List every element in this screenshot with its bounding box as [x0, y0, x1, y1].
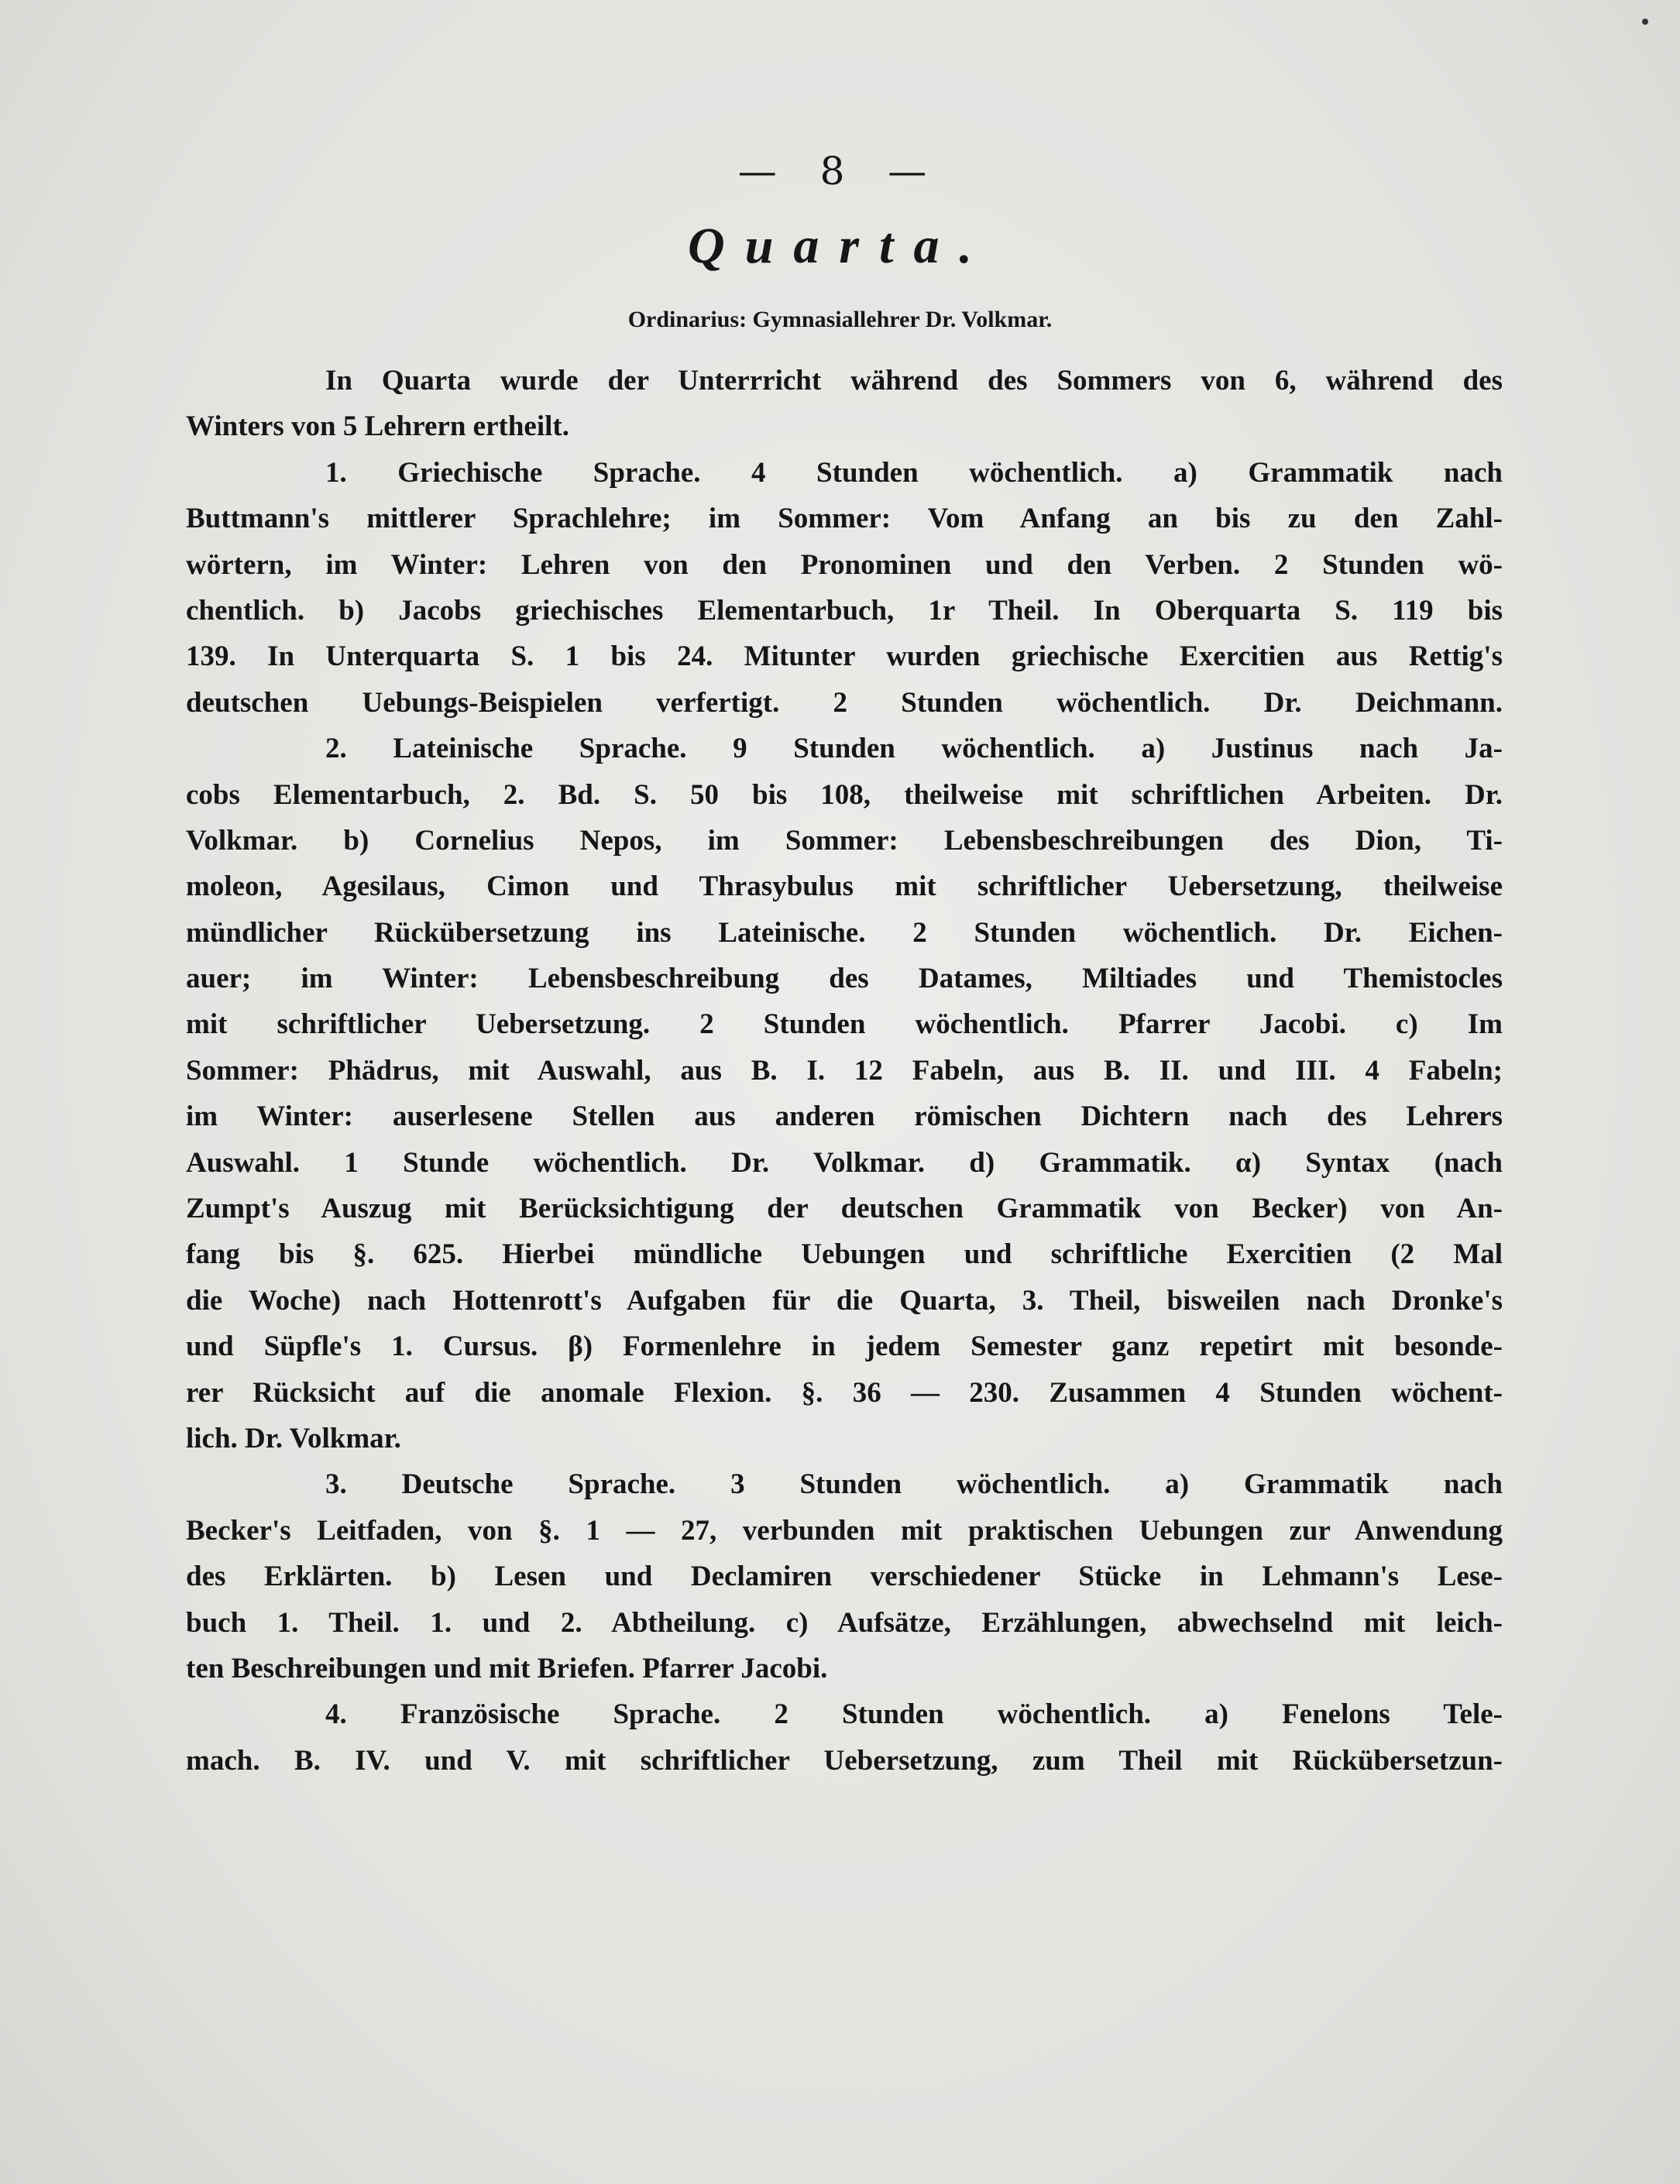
text-line: buch 1. Theil. 1. und 2. Abtheilung. c) Aufsätze, Erzählungen, abwechselnd mit leich- — [186, 1606, 1503, 1639]
text-line: mündlicher Rückübersetzung ins Lateinische. 2 Stunden wöchentlich. Dr. Eichen- — [186, 916, 1503, 949]
ordinarius-line: Ordinarius: Gymnasiallehrer Dr. Volkmar. — [627, 307, 1053, 332]
text-line: mach. B. IV. und V. mit schriftlicher Uebersetzung, zum Theil mit Rückübersetzun- — [186, 1744, 1503, 1777]
text-line: deutschen Uebungs-Beispielen verfertigt. 2 Stunden wöchentlich. Dr. Deichmann. — [186, 686, 1503, 719]
text-line: Winters von 5 Lehrern ertheilt. — [186, 410, 569, 443]
text-line: Becker's Leitfaden, von §. 1 — 27, verbunden mit praktischen Uebungen zur Anwendung — [186, 1514, 1503, 1547]
text-line: fang bis §. 625. Hierbei mündliche Uebungen und schriftliche Exercitien (2 Mal — [186, 1238, 1503, 1271]
text-line: moleon, Agesilaus, Cimon und Thrasybulus mit schriftlicher Uebersetzung, theilweise — [186, 871, 1503, 903]
text-line: im Winter: auserlesene Stellen aus anderen römischen Dichtern nach des Lehrers — [186, 1101, 1503, 1133]
text-line: lich. Dr. Volkmar. — [186, 1422, 401, 1454]
text-line: und Süpfle's 1. Cursus. β) Formenlehre in jedem Semester ganz repetirt mit besonde- — [186, 1331, 1503, 1363]
text-line: 3. Deutsche Sprache. 3 Stunden wöchentlich. a) Grammatik nach — [325, 1468, 1503, 1501]
text-line: auer; im Winter: Lebensbeschreibung des Datames, Miltiades und Themistocles — [186, 963, 1503, 995]
text-line: mit schriftlicher Uebersetzung. 2 Stunden wöchentlich. Pfarrer Jacobi. c) Im — [186, 1008, 1503, 1041]
section-title: Quarta. — [688, 218, 992, 274]
text-line: In Quarta wurde der Unterrricht während des Sommers von 6, während des — [325, 365, 1503, 397]
text-line: Auswahl. 1 Stunde wöchentlich. Dr. Volkmar. d) Grammatik. α) Syntax (nach — [186, 1146, 1503, 1179]
text-line: rer Rücksicht auf die anomale Flexion. §. 36 — 230. Zusammen 4 Stunden wöchent- — [186, 1376, 1503, 1409]
text-line: 4. Französische Sprache. 2 Stunden wöchentlich. a) Fenelons Tele- — [325, 1698, 1503, 1731]
text-line: des Erklärten. b) Lesen und Declamiren verschiedener Stücke in Lehmann's Lese- — [186, 1561, 1503, 1593]
text-line: chentlich. b) Jacobs griechisches Elementarbuch, 1r Theil. In Oberquarta S. 119 bis — [186, 594, 1503, 627]
text-line: Buttmann's mittlerer Sprachlehre; im Sommer: Vom Anfang an bis zu den Zahl- — [186, 503, 1503, 535]
text-line: Volkmar. b) Cornelius Nepos, im Sommer: Lebensbeschreibungen des Dion, Ti- — [186, 824, 1503, 857]
text-line: die Woche) nach Hottenrott's Aufgaben für die Quarta, 3. Theil, bisweilen nach Dronke's — [186, 1284, 1503, 1317]
page-number: — 8 — — [737, 149, 943, 194]
text-line: 139. In Unterquarta S. 1 bis 24. Mitunter wurden griechische Exercitien aus Rettig's — [186, 640, 1503, 673]
text-line: Sommer: Phädrus, mit Auswahl, aus B. I. 12 Fabeln, aus B. II. und III. 4 Fabeln; — [186, 1054, 1503, 1087]
text-line: cobs Elementarbuch, 2. Bd. S. 50 bis 108, theilweise mit schriftlichen Arbeiten. Dr. — [186, 778, 1503, 811]
text-line: Zumpt's Auszug mit Berücksichtigung der deutschen Grammatik von Becker) von An- — [186, 1193, 1503, 1225]
ink-speck — [1642, 19, 1648, 25]
text-line: 2. Lateinische Sprache. 9 Stunden wöchentlich. a) Justinus nach Ja- — [325, 733, 1503, 765]
text-line: 1. Griechische Sprache. 4 Stunden wöchentlich. a) Grammatik nach — [325, 456, 1503, 489]
text-line: wörtern, im Winter: Lehren von den Pronominen und den Verben. 2 Stunden wö- — [186, 548, 1503, 581]
body-text — [186, 358, 1503, 1784]
text-line: ten Beschreibungen und mit Briefen. Pfarrer Jacobi. — [186, 1652, 828, 1684]
